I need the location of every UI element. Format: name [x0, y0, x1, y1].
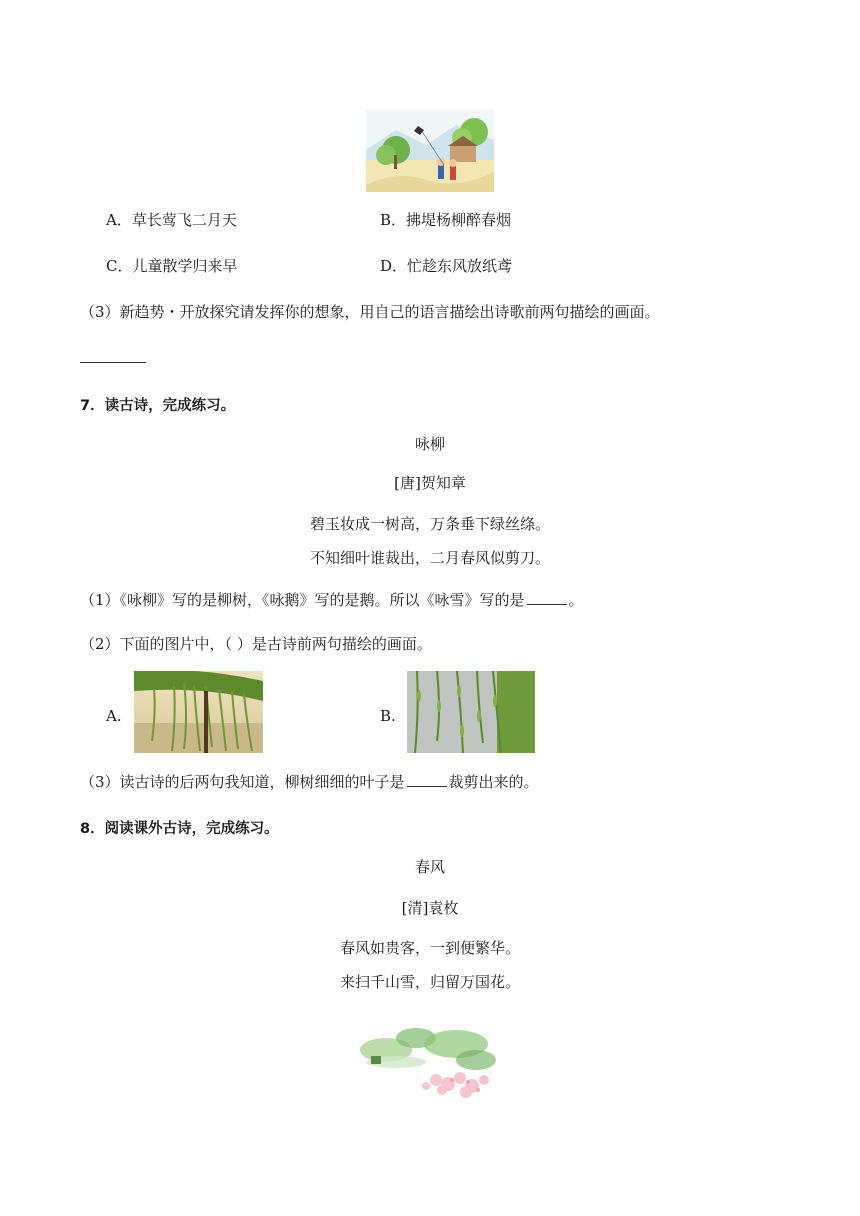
option-d: D．忙趁东风放纸鸢 — [380, 257, 513, 275]
q7-part1-text: （1）《咏柳》写的是柳树，《咏鹅》写的是鹅。所以《咏雪》写的是 — [80, 591, 525, 609]
willow-lake-photo[interactable] — [134, 671, 263, 753]
willow-branches-photo[interactable] — [407, 671, 535, 753]
q8-line2: 来扫千山雪，归留万国花。 — [339, 973, 520, 991]
q6-part3: （3）新趋势・开放探究请发挥你的想象，用自己的语言描绘出诗歌前两句描绘的画面。 — [80, 303, 660, 321]
q8-poem-title: 春风 — [414, 858, 445, 876]
q7-option-a-label: A. — [106, 707, 122, 725]
q7-part2: （2）下面的图片中，（ ）是古诗前两句描绘的画面。 — [80, 635, 432, 653]
q7-part3-end: 裁剪出来的。 — [448, 773, 539, 791]
q7-heading: 7．读古诗，完成练习。 — [80, 398, 236, 414]
q7-option-b-label: B. — [380, 707, 396, 725]
kite-children-illustration — [366, 110, 494, 192]
q7-part3-text: （3）读古诗的后两句我知道，柳树细细的叶子是 — [80, 773, 405, 791]
q7-author: [唐]贺知章 — [394, 474, 466, 492]
blank-snow[interactable] — [527, 590, 567, 605]
q7-part1-end: 。 — [568, 591, 584, 609]
option-b: B．拂堤杨柳醉春烟 — [380, 211, 512, 229]
q8-author: [清]袁枚 — [401, 899, 459, 917]
q7-poem-title: 咏柳 — [414, 435, 445, 453]
option-a: A．草长莺飞二月天 — [106, 211, 237, 229]
q7-part3 — [80, 772, 539, 792]
q7-line1: 碧玉妆成一树高，万条垂下绿丝绦。 — [309, 515, 550, 533]
blank-spring-wind[interactable] — [407, 772, 447, 787]
q8-heading: 8．阅读课外古诗，完成练习。 — [80, 821, 279, 837]
option-c: C．儿童散学归来早 — [106, 257, 238, 275]
q7-line2: 不知细叶谁裁出，二月春风似剪刀。 — [309, 549, 550, 567]
answer-line[interactable] — [80, 362, 146, 363]
q8-line1: 春风如贵客，一到便繁华。 — [339, 939, 520, 957]
spring-landscape-illustration — [356, 1020, 498, 1100]
q7-part1 — [80, 590, 584, 610]
